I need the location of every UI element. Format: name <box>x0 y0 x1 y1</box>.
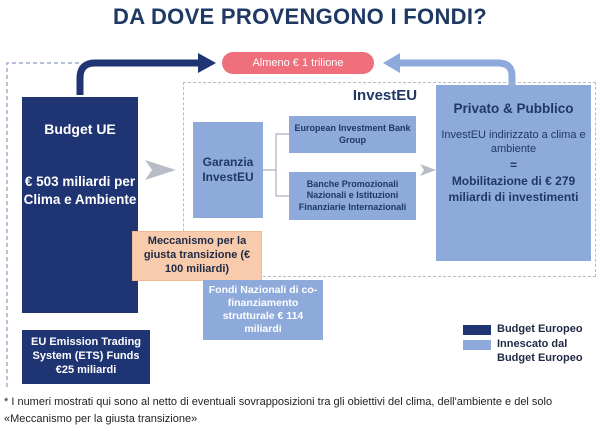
budget-ue-box <box>22 97 138 313</box>
privato-subtext: InvestEU indirizzato a clima e ambiente <box>441 128 586 156</box>
legend-dark-swatch <box>463 325 491 335</box>
investeu-label: InvestEU <box>352 87 418 104</box>
page-title: DA DOVE PROVENGONO I FONDI? <box>113 4 487 29</box>
privato-heading: Privato & Pubblico <box>453 101 574 116</box>
budget-ue-heading: Budget UE <box>44 121 116 137</box>
eib-group-box: European Investment Bank Group <box>289 116 416 153</box>
privato-arrowhead <box>383 53 400 73</box>
banche-promozionali-box: Banche Promozionali Nazionali e Istituzioni Finanziarie Internazionali <box>289 172 416 220</box>
privato-mobilization: Mobilitazione di € 279 miliardi di investimenti <box>448 174 579 205</box>
privato-pubblico-box <box>436 85 591 261</box>
ets-funds-box: EU Emission Trading System (ETS) Funds €25 miliardi <box>22 330 150 384</box>
budget-arrow <box>80 63 200 95</box>
legend-light-label: Innescato dal Budget Europeo <box>497 338 583 364</box>
chevron-budget-to-garanzia <box>145 160 176 180</box>
legend-budget-europeo <box>463 323 583 335</box>
budget-ue-amount: € 503 miliardi per Clima e Ambiente <box>23 173 137 207</box>
footnote: * I numeri mostrati qui sono al netto di eventuali sovrapposizioni tra gli obiettivi del clima, dell'ambiente e del solo «Meccanismo per la giusta transizione» <box>4 396 553 425</box>
legend-dark-label: Budget Europeo <box>497 323 583 335</box>
legend-light-swatch <box>463 340 491 350</box>
budget-arrowhead <box>198 53 216 73</box>
total-funds-pill: Almeno € 1 trilione <box>222 52 374 74</box>
garanzia-investeu-box: Garanzia InvestEU <box>193 122 263 218</box>
fondi-nazionali-box: Fondi Nazionali di co-finanziamento strutturale € 114 miliardi <box>203 280 323 340</box>
legend-innescato <box>463 338 600 366</box>
privato-equals: = <box>509 158 517 173</box>
meccanismo-transizione-box: Meccanismo per la giusta transizione (€ 100 miliardi) <box>132 231 262 281</box>
